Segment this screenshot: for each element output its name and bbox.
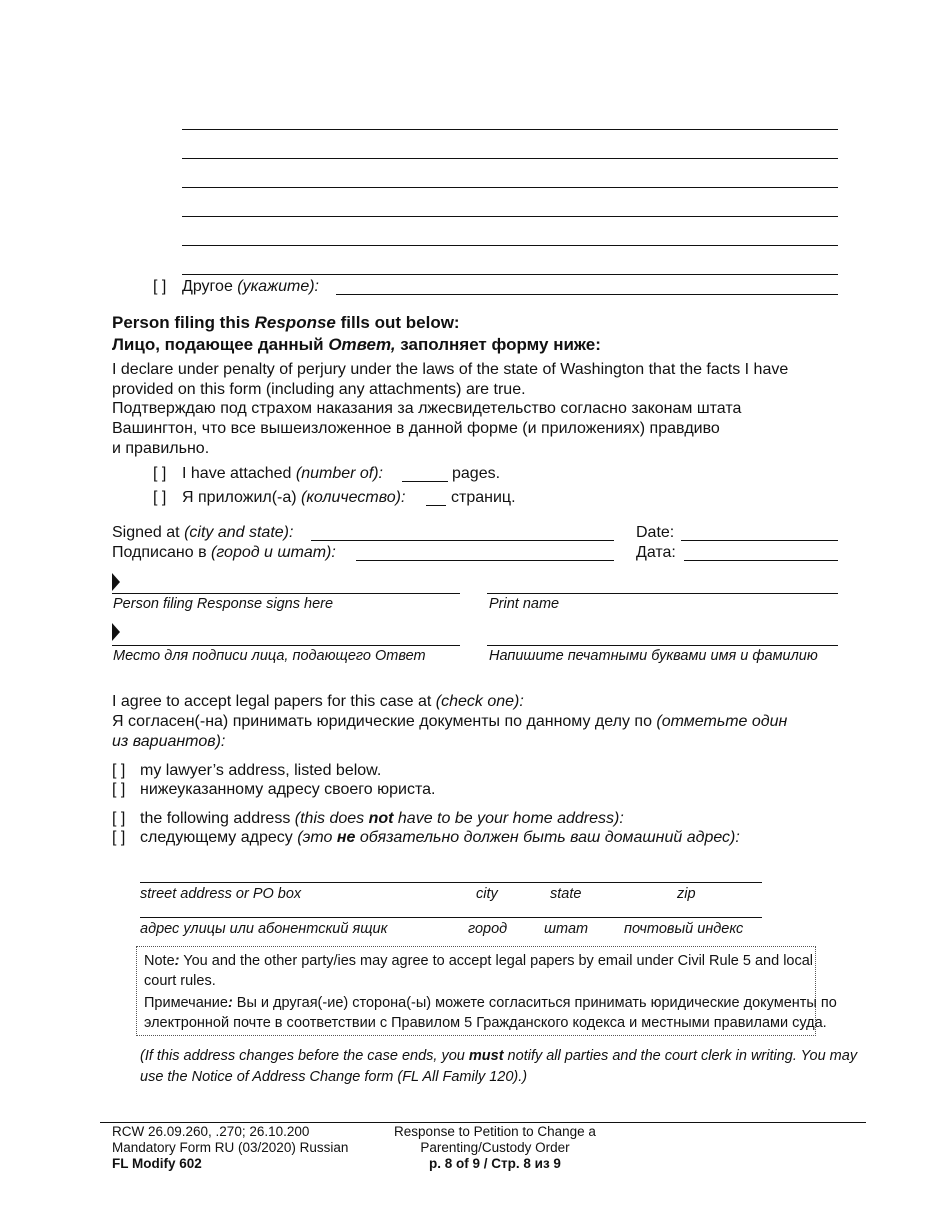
note-en-1 [144, 951, 813, 971]
note-en-text: You and the other party/ies may agree to accept legal papers by email under Civil Rule 5 and local [179, 953, 814, 969]
sign-here-arrow-icon [112, 573, 120, 591]
footer-rcw: RCW 26.09.260, .270; 26.10.200 [112, 1124, 310, 1139]
signed-en [112, 524, 293, 542]
heading-ru-c: заполняет форму ниже: [395, 335, 601, 354]
address-street-en: street address or PO box [140, 886, 302, 902]
signed-ru-b: (город и штат): [211, 544, 336, 561]
date-ru-line [684, 560, 838, 561]
address-state-en: state [550, 886, 582, 902]
signature-ru-line [112, 645, 460, 646]
blank-line-2[interactable] [182, 158, 838, 159]
service-en-b: (check one): [435, 693, 524, 710]
declaration-en-2: provided on this form (including any attachments) are true. [112, 381, 526, 398]
note-ru-2: электронной почте в соответствии с Правилом 5 Гражданского кодекса и местными правилами суда. [144, 1015, 827, 1031]
blank-line-3[interactable] [182, 187, 838, 188]
signed-en-b: (city and state): [184, 524, 294, 541]
following-en-c: not [368, 810, 394, 827]
address-ru-line [140, 917, 762, 918]
following-ru-c: не [336, 829, 356, 846]
following-address-ru [140, 829, 740, 847]
footer-form-version: Mandatory Form RU (03/2020) Russian [112, 1140, 349, 1155]
address-street-ru: адрес улицы или абонентский ящик [140, 921, 388, 937]
signed-en-a: Signed at [112, 524, 185, 541]
address-city-en: city [476, 886, 498, 902]
attached-count-ru-field[interactable] [426, 505, 446, 506]
signed-ru [112, 544, 336, 562]
heading-en [112, 313, 460, 333]
date-ru-label: Дата: [636, 544, 676, 561]
service-en-a: I agree to accept legal papers for this case at [112, 693, 436, 710]
following-ru-b: (это [297, 829, 337, 846]
note-en-label: Note [144, 953, 175, 969]
attached-ru [182, 489, 405, 507]
heading-en-b: Response [254, 313, 336, 332]
sign-label-en: Person filing Response signs here [113, 596, 334, 612]
service-ru-a: Я согласен(-на) принимать юридические документы по данному делу по [112, 713, 657, 730]
service-ru-1 [112, 713, 787, 731]
signed-ru-a: Подписано в [112, 544, 212, 561]
service-ru-2: из вариантов): [112, 733, 226, 750]
attached-checkbox-en[interactable]: [ ] [153, 465, 167, 482]
declaration-ru-2: Вашингтон, что все вышеизложенное в данной форме (и приложениях) правдиво [112, 420, 720, 437]
blank-line-1[interactable] [182, 129, 838, 130]
blank-line-6[interactable] [182, 274, 838, 275]
attached-count-en-field[interactable] [402, 481, 448, 482]
address-city-ru: город [468, 921, 508, 937]
note-ru-1 [144, 993, 837, 1013]
declaration-ru-1: Подтверждаю под страхом наказания за лжесвидетельство согласно законам штата [112, 400, 742, 417]
footer-divider [100, 1122, 866, 1123]
heading-ru-b: Ответ, [328, 335, 396, 354]
following-en-a: the following address [140, 810, 295, 827]
date-en-label: Date: [636, 524, 675, 541]
following-address-checkbox-ru[interactable]: [ ] [112, 829, 126, 846]
declaration-en-1: I declare under penalty of perjury under the laws of the state of Washington that the facts I have [112, 361, 789, 378]
sign-label-ru: Место для подписи лица, подающего Ответ [113, 648, 426, 664]
other-label [182, 278, 319, 296]
print-name-ru-line [487, 645, 838, 646]
attached-en [182, 465, 383, 483]
service-en [112, 693, 524, 711]
blank-line-5[interactable] [182, 245, 838, 246]
heading-ru [112, 335, 601, 355]
following-address-checkbox[interactable]: [ ] [112, 810, 126, 827]
other-hint: (укажите): [237, 278, 319, 295]
other-label-text: Другое [182, 278, 233, 295]
print-name-field[interactable] [487, 593, 838, 594]
attached-en-pages: pages. [452, 465, 501, 482]
address-state-ru: штат [544, 921, 589, 937]
signed-location-field[interactable] [311, 540, 614, 541]
change-notice-2: use the Notice of Address Change form (FL All Family 120).) [140, 1069, 528, 1085]
note-en-colon: : [174, 953, 180, 969]
footer-title-2: Parenting/Custody Order [420, 1140, 570, 1155]
change-notice-1 [140, 1046, 857, 1066]
other-input-line[interactable] [336, 294, 838, 295]
attached-en-b: (number of): [295, 465, 383, 482]
declaration-ru-3: и правильно. [112, 440, 210, 457]
change-notice-a: (If this address changes before the case ends, you [140, 1048, 469, 1064]
heading-ru-a: Лицо, подающее данный [112, 335, 329, 354]
address-zip-en: zip [677, 886, 696, 902]
signed-location-ru-line [356, 560, 614, 561]
attached-ru-pages: страниц. [451, 489, 516, 506]
other-checkbox[interactable]: [ ] [153, 278, 167, 295]
following-address-en [140, 810, 624, 828]
print-label-ru: Напишите печатными буквами имя и фамилию [489, 648, 818, 664]
attached-en-a: I have attached [182, 465, 296, 482]
date-field[interactable] [681, 540, 838, 541]
service-ru-b: (отметьте один [656, 713, 788, 730]
address-field[interactable] [140, 882, 762, 883]
note-en-2: court rules. [144, 973, 216, 989]
following-en-d: have to be your home address): [393, 810, 624, 827]
address-zip-ru: почтовый индекс [624, 921, 744, 937]
note-ru-label: Примечание [144, 995, 228, 1011]
email-note-box [136, 946, 837, 1036]
note-ru-text: Вы и другая(-ие) сторона(-ы) можете согласиться принимать юридические документы по [232, 995, 837, 1011]
footer-form-id: FL Modify 602 [112, 1156, 202, 1171]
change-notice-must: must [468, 1048, 504, 1064]
footer-title-1: Response to Petition to Change a [394, 1124, 596, 1139]
signature-field[interactable] [112, 593, 460, 594]
lawyer-address-ru: нижеуказанному адресу своего юриста. [140, 781, 436, 798]
following-ru-a: следующему адресу [140, 829, 298, 846]
following-en-b: (this does [294, 810, 369, 827]
change-notice-c: notify all parties and the court clerk in writing. You may [503, 1048, 858, 1064]
lawyer-address-en: my lawyer’s address, listed below. [140, 762, 382, 779]
attached-ru-b: (количество): [301, 489, 406, 506]
heading-en-c: fills out below: [335, 313, 460, 332]
attached-ru-a: Я приложил(-а) [182, 489, 302, 506]
print-label-en: Print name [489, 596, 560, 612]
heading-en-a: Person filing this [112, 313, 255, 332]
attached-checkbox-ru[interactable]: [ ] [153, 489, 167, 506]
footer-page-number: p. 8 of 9 / Стр. 8 из 9 [429, 1156, 561, 1171]
blank-line-4[interactable] [182, 216, 838, 217]
footer-center [370, 1124, 620, 1172]
note-ru-colon: : [227, 995, 233, 1011]
lawyer-address-checkbox[interactable]: [ ] [112, 762, 126, 779]
following-ru-d: обязательно должен быть ваш домашний адрес): [355, 829, 740, 846]
sign-here-arrow-icon-ru [112, 623, 120, 641]
lawyer-address-checkbox-ru[interactable]: [ ] [112, 781, 126, 798]
